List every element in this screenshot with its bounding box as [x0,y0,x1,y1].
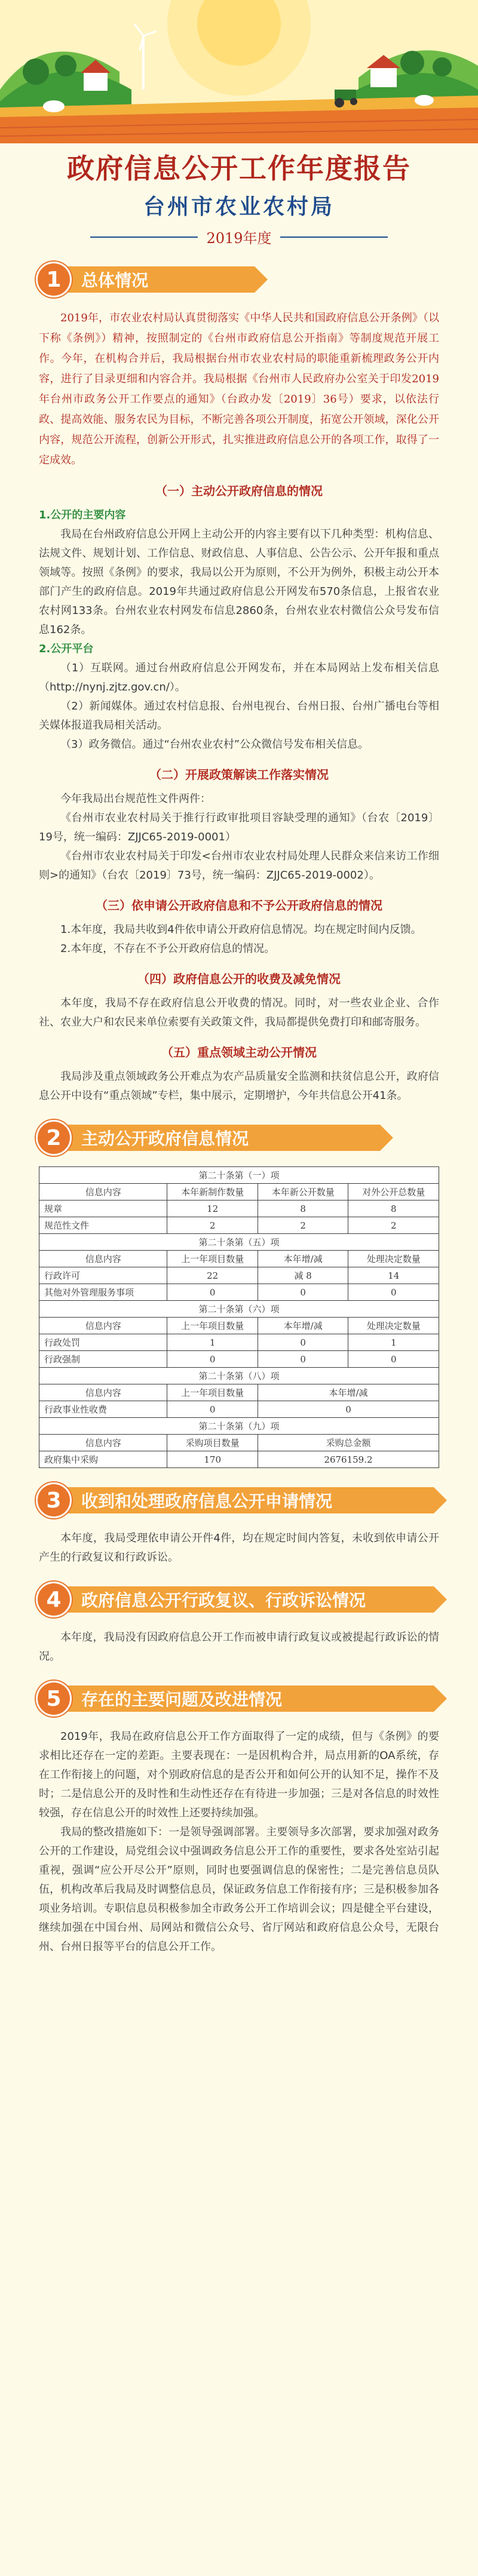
divider [90,237,198,238]
report-year: 2019年度 [206,230,272,247]
paragraph: 今年我局出台规范性文件两件： [60,793,211,805]
section-1-header [0,262,478,297]
table-caption: 第二十条第（九）项 [39,1418,439,1435]
paragraph: （1）互联网。通过台州政府信息公开网发布，并在本局网站上发布相关信息（http://nynj.zjtz.gov.cn/）。 [39,662,439,693]
table-caption-row [39,1418,439,1435]
table-header-cell: 本年增/减 [258,1318,348,1334]
table-cell: 其他对外管理服务事项 [39,1284,167,1301]
subsection-heading [39,481,439,499]
table-row [39,1451,439,1468]
title-area [0,143,478,247]
table-caption: 第二十条第（一）项 [39,1167,439,1184]
subsection-title: （一）主动公开政府信息的情况 [155,484,323,498]
paragraph: 1.本年度，我局共收到4件依申请公开政府信息情况。均在规定时间内反馈。 [60,923,422,936]
subsection-title: （三）依申请公开政府信息和不予公开政府信息的情况 [96,898,382,913]
paragraph: 我局在台州政府信息公开网上主动公开的内容主要有以下几种类型：机构信息、法规文件、规划计划、工作信息、财政信息、人事信息、公告公示、公开年报和重点领域等。按照《条例》的要求，我局以公开为原则，不公开为例外，积极主动公开本部门产生的政府信息。2019年共通过政府信息公开网发布570条信息，上报省农业农村网133条。台州农业农村网发布信息2860条，台州农业农村微信公众号发布信息162条。 [39,528,439,636]
section-4-content [0,1628,478,1666]
table-cell: 0 [348,1351,439,1368]
section-title: 存在的主要问题及改进情况 [57,1685,434,1712]
table-cell: 行政处罚 [39,1334,167,1351]
report-title: 政府信息公开工作年度报告 [67,152,411,185]
table-row [39,1334,439,1351]
table-cell: 0 [258,1351,348,1368]
table-cell: 0 [167,1401,258,1418]
point-heading: 2.公开平台 [39,643,94,655]
table-cell: 2 [258,1217,348,1234]
table-header-cell: 信息内容 [39,1251,167,1267]
table-cell: 1 [167,1334,258,1351]
table-row [39,1201,439,1217]
section-2-header [0,1120,478,1156]
paragraph: （3）政务微信。通过“台州农业农村”公众微信号发布相关信息。 [60,738,369,751]
paragraph: 2.本年度，不存在不予公开政府信息的情况。 [60,942,275,955]
table-header-cell: 采购总金额 [258,1435,439,1451]
table-cell: 0 [258,1334,348,1351]
table-cell: 0 [348,1284,439,1301]
table-caption-row [39,1368,439,1384]
table-row [39,1217,439,1234]
point-heading: 1.公开的主要内容 [39,509,126,521]
table-cell: 行政事业性收费 [39,1401,167,1418]
table-header-cell: 本年增/减 [258,1251,348,1267]
divider [280,237,388,238]
table-cell: 0 [258,1401,439,1418]
section-number: 4 [36,1582,72,1617]
paragraph: （2）新闻媒体。通过农村信息报、台州电视台、台州日报、台州广播电台等相关媒体报道我局相关活动。 [39,700,439,732]
paragraph: 本年度，我局不存在政府信息公开收费的情况。同时，对一些农业企业、合作社、农业大户和农民来单位索要有关政策文件，我局都提供免费打印和邮寄服务。 [39,997,439,1028]
paragraph: 我局涉及重点领域政务公开难点为农产品质量安全监测和扶贫信息公开，政府信息公开中设有“重点领域”专栏，集中展示，定期增护，今年共信息公开41条。 [39,1070,439,1102]
table-header-cell: 本年增/减 [258,1384,439,1401]
table-cell: 0 [167,1284,258,1301]
table-cell: 规章 [39,1201,167,1217]
subsection-heading [39,969,439,987]
section-title: 总体情况 [57,266,255,293]
table-row [39,1351,439,1368]
table-cell: 0 [258,1284,348,1301]
table-cell: 2 [348,1217,439,1234]
table-caption-row [39,1301,439,1318]
table-header-cell: 本年新制作数量 [167,1184,258,1201]
subsection-heading [39,765,439,782]
section-title: 政府信息公开行政复议、行政诉讼情况 [57,1586,434,1613]
table-header-cell: 处理决定数量 [348,1318,439,1334]
paragraph: 本年度，我局受理依申请公开件4件，均在规定时间内答复，未收到依申请公开产生的行政复议和行政诉讼。 [39,1532,439,1564]
year-line [0,226,478,247]
section-4-header [0,1582,478,1617]
subsection-title: （二）开展政策解读工作落实情况 [149,767,329,782]
table-cell: 22 [167,1267,258,1284]
farm-illustration [0,0,478,143]
table-header-cell: 上一年项目数量 [167,1318,258,1334]
paragraph: 《台州市农业农村局关于推行行政审批项目容缺受理的通知》（台农〔2019〕19号，统一编码：ZJJC65-2019-0001） [39,812,439,843]
table-cell: 8 [348,1201,439,1217]
table-cell: 14 [348,1267,439,1284]
table-caption: 第二十条第（八）项 [39,1368,439,1384]
table-header-row [39,1318,439,1334]
section-3-content [0,1529,478,1567]
section-number: 3 [36,1482,72,1518]
table-cell: 行政许可 [39,1267,167,1284]
table-caption: 第二十条第（五）项 [39,1234,439,1251]
subsection-heading [39,896,439,913]
table-cell: 规范性文件 [39,1217,167,1234]
section-1-content [0,308,478,1106]
table-header-cell: 上一年项目数量 [167,1251,258,1267]
bureau-name: 台州市农业农村局 [143,194,335,219]
table-row [39,1267,439,1284]
table-cell: 减 8 [258,1267,348,1284]
table-cell: 2 [167,1217,258,1234]
table-cell: 170 [167,1451,258,1468]
table-row [39,1284,439,1301]
table-header-cell: 本年新公开数量 [258,1184,348,1201]
table-caption-row [39,1234,439,1251]
overview-intro: 2019年，市农业农村局认真贯彻落实《中华人民共和国政府信息公开条例》（以下称《条例》）精神，按照制定的《台州市政府信息公开指南》等制度规范开展工作。今年，在机构合并后，我局根据台州市农业农村局的职能重新梳理政务公开内容，进行了目录更细和内容合并。我局根据《台州市人民政府办公室关于印发2019年台州市政务公开工作要点的通知》（台政办发〔2019〕36号）要求，以依法行政、提高效能、服务农民为目标，不断完善各项公开制度，拓宽公开领域，深化公开内容，规范公开流程，创新公开形式，扎实推进政府信息公开的各项工作，取得了一定成效。 [39,312,439,466]
paragraph: 我局的整改措施如下：一是领导强调部署。主要领导多次部署，要求加强对政务公开的工作建设，局党组会议中强调政务信息公开工作的重要性，要求各处室站引起重视，强调“应公开尽公开”原则，同时也要强调信息的保密性；二是完善信息员队伍，机构改革后我局及时调整信息员，保证政务信息工作衔接有序；三是积极参加各项业务培训。专职信息员积极参加全市政务公开工作培训会议；四是健全平台建设，继续加强在中国台州、局网站和微信公众号、省厅网站和政府信息公众号，无限台州、台州日报等平台的信息公开工作。 [39,1826,439,1953]
section-5-content [0,1727,478,1957]
section-3-header [0,1482,478,1518]
table-header-row [39,1435,439,1451]
section-title: 收到和处理政府信息公开申请情况 [57,1487,434,1513]
table-cell: 2676159.2 [258,1451,439,1468]
section-5-header [0,1681,478,1717]
table-cell: 12 [167,1201,258,1217]
table-header-cell: 处理决定数量 [348,1251,439,1267]
table-header-cell: 信息内容 [39,1384,167,1401]
table-header-cell: 对外公开总数量 [348,1184,439,1201]
table-header-cell: 上一年项目数量 [167,1384,258,1401]
table-cell: 政府集中采购 [39,1451,167,1468]
paragraph: 《台州市农业农村局关于印发<台州市农业农村局处理人民群众来信来访工作细则>的通知》（台农〔2019〕73号，统一编码：ZJJC65-2019-0002）。 [39,850,439,882]
table-header-row [39,1251,439,1267]
section-number: 5 [36,1681,72,1717]
banner [0,0,478,143]
table-cell: 8 [258,1201,348,1217]
table-cell: 1 [348,1334,439,1351]
table-cell: 行政强制 [39,1351,167,1368]
table-header-row [39,1184,439,1201]
table-caption: 第二十条第（六）项 [39,1301,439,1318]
section-number: 2 [36,1120,72,1156]
table-row [39,1401,439,1418]
subsection-title: （四）政府信息公开的收费及减免情况 [137,972,341,986]
paragraph: 本年度，我局没有因政府信息公开工作而被申请行政复议或被提起行政诉讼的情况。 [39,1631,439,1663]
disclosure-table [39,1166,439,1468]
table-header-cell: 信息内容 [39,1318,167,1334]
table-caption-row [39,1167,439,1184]
section-title: 主动公开政府信息情况 [57,1125,380,1151]
paragraph: 2019年，我局在政府信息公开工作方面取得了一定的成绩，但与《条例》的要求相比还存在一定的差距。主要表现在：一是因机构合并，局点用新的OA系统，存在工作衔接上的问题，对个别政府信息的是否公开和如何公开的认知不足，操作不及时；二是信息公开的及时性和生动性还存在有待进一步加强；三是对各信息的时效性较强，存在信息公开的时效性上还要持续加强。 [39,1730,439,1819]
table-header-cell: 采购项目数量 [167,1435,258,1451]
subsection-heading [39,1043,439,1060]
table-header-row [39,1384,439,1401]
subsection-title: （五）重点领域主动公开情况 [161,1045,317,1060]
table-cell: 0 [167,1351,258,1368]
table-header-cell: 信息内容 [39,1435,167,1451]
section-number: 1 [36,262,72,297]
table-header-cell: 信息内容 [39,1184,167,1201]
